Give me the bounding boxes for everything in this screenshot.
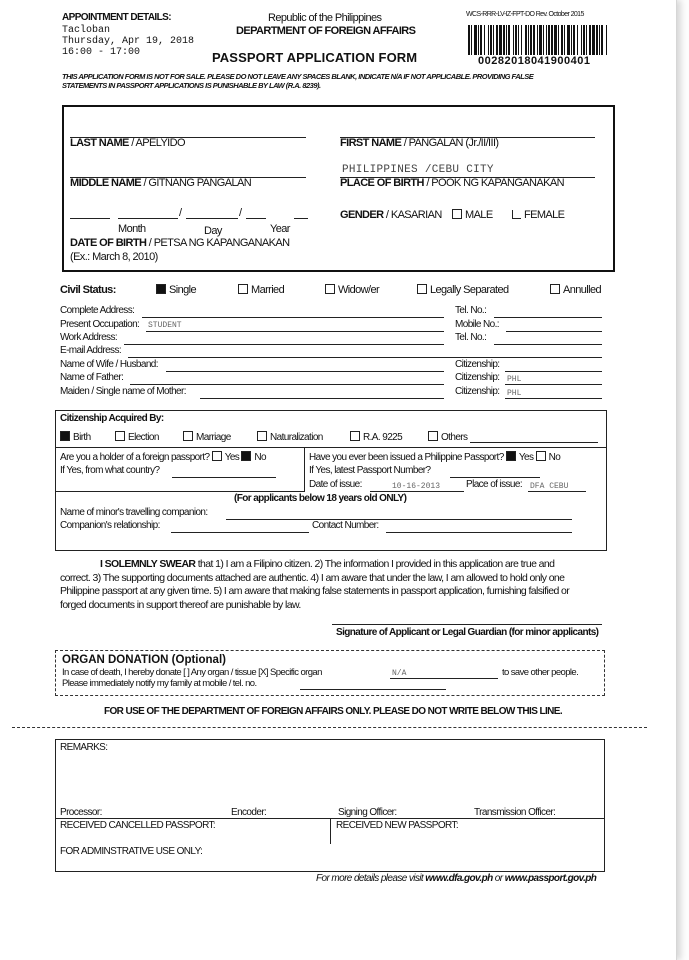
minors-divider-left <box>55 491 305 492</box>
civil-option-widow[interactable]: Widow/er <box>325 284 379 296</box>
civil-option-married[interactable]: Married <box>238 284 284 296</box>
mother-label: Maiden / Single name of Mother: <box>60 386 186 397</box>
citizenship1-field[interactable] <box>505 371 602 372</box>
barcode-bar <box>478 25 479 55</box>
barcode-bar <box>508 25 510 55</box>
specific-organ-value[interactable]: N/A <box>392 669 407 678</box>
barcode-bar <box>561 25 563 55</box>
dob-year-field[interactable] <box>246 218 266 219</box>
barcode-bar <box>558 25 559 55</box>
barcode-bar <box>499 25 502 55</box>
barcode-bar <box>581 25 582 55</box>
barcode-bar <box>525 25 527 55</box>
organ-donation-line-2: Please immediately notify my family at mobile / tel. no. <box>62 678 257 689</box>
barcode-bar <box>490 25 492 55</box>
barcode-bar <box>546 25 547 55</box>
citizenship3-value[interactable]: PHL <box>507 389 522 398</box>
barcode-bar <box>554 25 557 55</box>
barcode-bar <box>567 25 570 55</box>
citizenship-title: Citizenship Acquired By: <box>60 413 164 424</box>
foreign-no-checkbox[interactable] <box>241 451 251 461</box>
occupation-label: Present Occupation: <box>60 319 140 330</box>
barcode <box>468 25 608 55</box>
dob-day-field[interactable] <box>186 218 238 219</box>
latest-passport-label: If Yes, latest Passport Number? <box>309 465 431 476</box>
marriage-checkbox[interactable] <box>183 431 193 441</box>
email-label: E-mail Address: <box>60 345 122 356</box>
place-of-birth-label: PLACE OF BIRTH / POOK NG KAPANGANAKAN <box>340 177 564 189</box>
citizenship1-label: Citizenship: <box>455 359 500 370</box>
barcode-bar <box>599 25 600 55</box>
barcode-bar <box>596 25 598 55</box>
barcode-bar <box>515 25 517 55</box>
complete-address-field[interactable] <box>142 317 444 318</box>
republic-label: Republic of the Philippines <box>268 12 382 24</box>
barcode-bar <box>528 25 529 55</box>
foreign-country-label: If Yes, from what country? <box>60 465 160 476</box>
encoder-label: Encoder: <box>231 807 267 818</box>
tel-no2-label: Tel. No.: <box>455 332 487 343</box>
barcode-bar <box>537 25 538 55</box>
office-vertical-divider <box>330 818 331 844</box>
organ-donation-suffix: to save other people. <box>502 667 579 678</box>
organ-donation-line-1: In case of death, I hereby donate [ ] Any organ / tissue [X] Specific organ <box>62 667 322 678</box>
citizenship2-label: Citizenship: <box>455 372 500 383</box>
form-code: WCS-RRR-LV-IZ-FPT-DO Rev. October 2015 <box>466 11 584 18</box>
civil-option-single[interactable]: Single <box>156 284 196 296</box>
appointment-city: Tacloban <box>62 25 111 36</box>
citizenship3-label: Citizenship: <box>455 386 500 397</box>
cut-line <box>12 727 647 728</box>
gender-label: GENDER / KASARIAN <box>340 209 442 221</box>
female-checkbox[interactable] <box>512 210 521 219</box>
civil-option-separated[interactable]: Legally Separated <box>417 284 508 296</box>
companion-relationship-label: Companion's relationship: <box>60 520 160 531</box>
date-issue-field <box>370 491 464 492</box>
barcode-bar <box>551 25 553 55</box>
citizenship-marriage[interactable]: Marriage <box>183 431 231 443</box>
barcode-bar <box>503 25 505 55</box>
citizenship-ra9225[interactable]: R.A. 9225 <box>350 431 402 443</box>
barcode-bar <box>506 25 507 55</box>
minors-title: (For applicants below 18 years old ONLY) <box>234 493 407 504</box>
minor-companion-field[interactable] <box>226 519 572 520</box>
foreign-yes-checkbox[interactable] <box>212 451 222 461</box>
father-label: Name of Father: <box>60 372 124 383</box>
notice-line-1: THIS APPLICATION FORM IS NOT FOR SALE. PLEASE DO NOT LEAVE ANY SPACES BLANK, INDICATE N/A IF NOT APPLICABLE. PROVIDING FALSE <box>62 72 534 81</box>
department-label: DEPARTMENT OF FOREIGN AFFAIRS <box>236 25 416 37</box>
barcode-bar <box>539 25 542 55</box>
latest-passport-field[interactable] <box>450 477 540 478</box>
barcode-bar <box>543 25 544 55</box>
dob-slash-1: / <box>179 207 183 219</box>
naturalization-checkbox[interactable] <box>257 431 267 441</box>
citizenship-birth[interactable]: Birth <box>60 431 91 443</box>
dob-slash-2: / <box>239 207 243 219</box>
footer-links: For more details please visit www.dfa.gov.ph or www.passport.gov.ph <box>316 873 597 884</box>
barcode-number: 00282018041900401 <box>478 55 591 67</box>
citizenship2-field <box>505 384 602 385</box>
barcode-bar <box>493 25 494 55</box>
barcode-bar <box>533 25 535 55</box>
notice-line-2: STATEMENTS IN PASSPORT APPLICATIONS IS PUNISHABLE BY LAW (R.A. 8239). <box>62 81 321 90</box>
ph-no-checkbox[interactable] <box>536 451 546 461</box>
dob-label: DATE OF BIRTH / PETSA NG KAPANGANAKAN <box>70 237 290 249</box>
widow-checkbox[interactable] <box>325 284 335 294</box>
signature-field[interactable] <box>332 624 602 625</box>
civil-status-label: Civil Status: <box>60 284 116 296</box>
barcode-bar <box>530 25 532 55</box>
companion-relationship-field[interactable] <box>171 532 309 533</box>
place-issue-label: Place of issue: <box>466 479 523 490</box>
dob-example: (Ex.: March 8, 2010) <box>70 251 158 263</box>
ph-yes-checkbox[interactable] <box>506 451 516 461</box>
dob-month-prefix[interactable] <box>70 218 110 219</box>
ra9225-checkbox[interactable] <box>350 431 360 441</box>
barcode-bar <box>564 25 565 55</box>
specific-organ-checkbox[interactable]: [X] <box>258 667 268 678</box>
passport-divider <box>304 447 305 491</box>
ph-passport-question: Have you ever been issued a Philippine Passport? Yes No <box>309 452 561 463</box>
barcode-bar <box>586 25 587 55</box>
date-issue-label: Date of issue: <box>309 479 362 490</box>
election-checkbox[interactable] <box>115 431 125 441</box>
barcode-bar <box>513 25 514 55</box>
appointment-title: APPOINTMENT DETAILS: <box>62 12 171 23</box>
received-cancelled-label: RECEIVED CANCELLED PASSPORT: <box>60 820 216 831</box>
dob-month-field[interactable] <box>118 218 178 219</box>
complete-address-label: Complete Address: <box>60 305 135 316</box>
occupation-value[interactable]: STUDENT <box>148 321 182 330</box>
any-organ-checkbox[interactable]: [ ] <box>183 667 190 678</box>
passport-link[interactable]: www.passport.gov.ph <box>504 873 597 884</box>
barcode-bar <box>571 25 572 55</box>
citizenship-divider <box>55 447 606 448</box>
dfa-link[interactable]: www.dfa.gov.ph <box>425 873 493 884</box>
place-issue-value[interactable]: DFA CEBU <box>530 482 569 491</box>
citizenship3-field <box>505 398 602 399</box>
barcode-bar <box>518 25 519 55</box>
gender-male-option[interactable]: MALE <box>452 209 493 221</box>
male-checkbox[interactable] <box>452 209 462 219</box>
place-issue-field <box>528 491 586 492</box>
processor-label: Processor: <box>60 807 102 818</box>
barcode-bar <box>577 25 578 55</box>
citizenship-naturalization[interactable]: Naturalization <box>257 431 323 443</box>
middle-name-label: MIDDLE NAME / GITNANG PANGALAN <box>70 177 252 189</box>
tel-no2-field[interactable] <box>494 344 602 345</box>
separated-checkbox[interactable] <box>417 284 427 294</box>
barcode-bar <box>468 25 470 55</box>
work-address-field[interactable] <box>124 344 444 345</box>
signature-label: Signature of Applicant or Legal Guardian (for minor applicants) <box>336 627 599 638</box>
birth-checkbox[interactable] <box>60 431 70 441</box>
others-field[interactable] <box>470 442 598 443</box>
mobile-no-field[interactable] <box>506 331 602 332</box>
signing-officer-label: Signing Officer: <box>338 807 397 818</box>
mother-field[interactable] <box>200 398 444 399</box>
dob-year-suffix[interactable] <box>294 218 308 219</box>
last-name-label: LAST NAME / APELYIDO <box>70 137 185 149</box>
remarks-label: REMARKS: <box>60 742 108 753</box>
email-field[interactable] <box>128 357 602 358</box>
office-notice: FOR USE OF THE DEPARTMENT OF FOREIGN AFFAIRS ONLY. PLEASE DO NOT WRITE BELOW THIS LINE. <box>104 706 563 717</box>
gender-female-option[interactable]: FEMALE <box>512 209 564 221</box>
citizenship-others[interactable]: Others <box>428 431 467 443</box>
civil-option-annulled[interactable]: Annulled <box>550 284 601 296</box>
minor-companion-label: Name of minor's travelling companion: <box>60 507 208 518</box>
date-issue-value[interactable]: 10-16-2013 <box>392 482 441 491</box>
notify-number-field[interactable] <box>300 689 446 690</box>
barcode-bar <box>484 25 485 55</box>
tel-no-field[interactable] <box>494 317 602 318</box>
month-label: Month <box>118 223 146 235</box>
foreign-country-field[interactable] <box>172 477 276 478</box>
barcode-bar <box>606 25 607 55</box>
year-label: Year <box>270 223 290 235</box>
first-name-label: FIRST NAME / PANGALAN (Jr./II/III) <box>340 137 499 149</box>
barcode-bar <box>589 25 591 55</box>
barcode-bar <box>480 25 482 55</box>
spouse-label: Name of Wife / Husband: <box>60 359 158 370</box>
barcode-bar <box>548 25 550 55</box>
place-of-birth-value[interactable]: PHILIPPINES /CEBU CITY <box>342 164 494 176</box>
barcode-bar <box>474 25 477 55</box>
specific-organ-field <box>390 678 498 679</box>
occupation-field <box>146 331 444 332</box>
appointment-time: 16:00 - 17:00 <box>62 47 141 58</box>
citizenship2-value[interactable]: PHL <box>507 375 522 384</box>
barcode-bar <box>601 25 603 55</box>
spouse-field[interactable] <box>166 371 444 372</box>
appointment-date: Thursday, Apr 19, 2018 <box>62 36 195 47</box>
barcode-bar <box>592 25 595 55</box>
transmission-officer-label: Transmission Officer: <box>474 807 556 818</box>
barcode-bar <box>521 25 522 55</box>
organ-donation-title: ORGAN DONATION (Optional) <box>62 654 226 666</box>
form-title: PASSPORT APPLICATION FORM <box>212 50 418 65</box>
barcode-bar <box>573 25 575 55</box>
contact-number-field[interactable] <box>386 532 572 533</box>
annulled-checkbox[interactable] <box>550 284 560 294</box>
father-field[interactable] <box>130 384 444 385</box>
barcode-bar <box>488 25 489 55</box>
work-address-label: Work Address: <box>60 332 118 343</box>
married-checkbox[interactable] <box>238 284 248 294</box>
day-label: Day <box>204 225 222 237</box>
others-checkbox[interactable] <box>428 431 438 441</box>
barcode-bar <box>471 25 472 55</box>
barcode-bar <box>496 25 498 55</box>
received-new-label: RECEIVED NEW PASSPORT: <box>336 820 459 831</box>
oath-text: I SOLEMNLY SWEAR that 1) I am a Filipino citizen. 2) The information I provided in this application are true and correct. 3) The supporting documents attached are authentic. 4) I am aware that under the law, I am allowed to hold only one Philippine passport at any given time. 5) I am aware that making false statements in passport application, furnishing falsified or forged documents in support thereof are punishable by law. <box>60 558 570 611</box>
contact-number-label: Contact Number: <box>312 520 379 531</box>
tel-no-label: Tel. No.: <box>455 305 487 316</box>
mobile-no-label: Mobile No.: <box>455 319 499 330</box>
citizenship-election[interactable]: Election <box>115 431 159 443</box>
admin-use-label: FOR ADMINSTRATIVE USE ONLY: <box>60 846 203 857</box>
single-checkbox[interactable] <box>156 284 166 294</box>
foreign-passport-question: Are you a holder of a foreign passport? Yes No <box>60 452 266 463</box>
barcode-bar <box>583 25 585 55</box>
